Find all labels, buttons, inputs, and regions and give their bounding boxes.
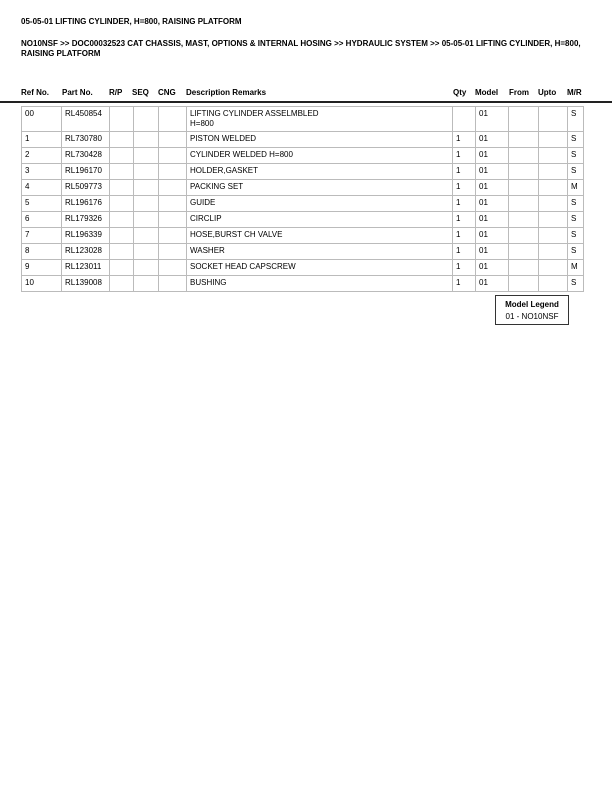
- cell-text: RL179326: [65, 214, 102, 223]
- cell-qty: [453, 228, 476, 244]
- table-row: [22, 164, 584, 180]
- cell-qty: [453, 107, 476, 132]
- cell-model: [476, 148, 509, 164]
- cell-cng: [159, 164, 187, 180]
- cell-part-no: [62, 164, 110, 180]
- cell-rp: [110, 212, 134, 228]
- cell-upto: [539, 180, 568, 196]
- cell-from: [509, 132, 539, 148]
- cell-model: [476, 228, 509, 244]
- cell-from: [509, 196, 539, 212]
- cell-mr: [568, 228, 584, 244]
- breadcrumb: NO10NSF >> DOC00032523 CAT CHASSIS, MAST, OPTIONS & INTERNAL HOSING >> HYDRAULIC SYSTEM >> 05-05-01 LIFTING CYLINDER, H=800, RAISING PLATFORM: [21, 39, 581, 58]
- cell-mr: [568, 180, 584, 196]
- cell-seq: [134, 132, 159, 148]
- cell-text: S: [571, 150, 577, 159]
- model-legend-title: Model Legend: [505, 300, 559, 309]
- cell-text: 3: [25, 166, 30, 175]
- cell-part-no: [62, 180, 110, 196]
- table-row: [22, 276, 584, 292]
- cell-text: 1: [456, 182, 461, 191]
- column-header-from: From: [509, 88, 529, 97]
- cell-text: M: [571, 182, 578, 191]
- column-header-description: Description Remarks: [186, 88, 267, 97]
- cell-qty: [453, 148, 476, 164]
- cell-text: 1: [456, 230, 461, 239]
- cell-ref-no: [22, 180, 62, 196]
- cell-text: 1: [456, 198, 461, 207]
- cell-text: GUIDE: [190, 198, 216, 207]
- cell-text-line2: H=800: [190, 119, 214, 128]
- cell-text: RL123028: [65, 246, 102, 255]
- cell-text: 01: [479, 150, 488, 159]
- cell-ref-no: [22, 132, 62, 148]
- cell-text: S: [571, 166, 577, 175]
- cell-text: 8: [25, 246, 30, 255]
- cell-text: S: [571, 109, 577, 118]
- cell-qty: [453, 180, 476, 196]
- cell-text: RL123011: [65, 262, 102, 271]
- cell-seq: [134, 180, 159, 196]
- cell-text: 01: [479, 246, 488, 255]
- cell-ref-no: [22, 212, 62, 228]
- cell-description: [187, 276, 453, 292]
- cell-model: [476, 180, 509, 196]
- cell-text: 01: [479, 198, 488, 207]
- cell-description: [187, 132, 453, 148]
- cell-description: [187, 196, 453, 212]
- cell-upto: [539, 276, 568, 292]
- cell-description: [187, 148, 453, 164]
- cell-part-no: [62, 212, 110, 228]
- cell-text: RL196170: [65, 166, 102, 175]
- column-header-seq: SEQ: [132, 88, 149, 97]
- table-row: [22, 228, 584, 244]
- cell-part-no: [62, 260, 110, 276]
- cell-qty: [453, 132, 476, 148]
- cell-rp: [110, 132, 134, 148]
- cell-text: S: [571, 214, 577, 223]
- cell-seq: [134, 148, 159, 164]
- cell-from: [509, 212, 539, 228]
- cell-from: [509, 148, 539, 164]
- cell-text: CIRCLIP: [190, 214, 222, 223]
- table-row: [22, 196, 584, 212]
- cell-ref-no: [22, 196, 62, 212]
- cell-text: S: [571, 230, 577, 239]
- cell-seq: [134, 228, 159, 244]
- cell-qty: [453, 212, 476, 228]
- table-row: [22, 180, 584, 196]
- cell-text: 01: [479, 166, 488, 175]
- column-header-cng: CNG: [158, 88, 176, 97]
- cell-seq: [134, 164, 159, 180]
- cell-text: 4: [25, 182, 30, 191]
- cell-text: 01: [479, 278, 488, 287]
- cell-description: [187, 260, 453, 276]
- cell-cng: [159, 107, 187, 132]
- column-header-mr: M/R: [567, 88, 582, 97]
- column-header-part-no: Part No.: [62, 88, 93, 97]
- cell-cng: [159, 260, 187, 276]
- cell-ref-no: [22, 244, 62, 260]
- column-header-ref-no: Ref No.: [21, 88, 49, 97]
- cell-upto: [539, 260, 568, 276]
- cell-qty: [453, 276, 476, 292]
- cell-text: PISTON WELDED: [190, 134, 257, 143]
- cell-text: 7: [25, 230, 30, 239]
- table-row: [22, 260, 584, 276]
- cell-text: 1: [456, 166, 461, 175]
- cell-upto: [539, 244, 568, 260]
- cell-text: RL730428: [65, 150, 102, 159]
- cell-text: LIFTING CYLINDER ASSELMBLED: [190, 109, 319, 118]
- cell-text: 01: [479, 109, 488, 118]
- cell-cng: [159, 212, 187, 228]
- model-legend: [495, 295, 569, 325]
- cell-qty: [453, 244, 476, 260]
- cell-cng: [159, 132, 187, 148]
- cell-text: 1: [456, 246, 461, 255]
- cell-ref-no: [22, 164, 62, 180]
- cell-seq: [134, 212, 159, 228]
- cell-text: 1: [456, 150, 461, 159]
- cell-mr: [568, 132, 584, 148]
- cell-upto: [539, 164, 568, 180]
- cell-text: 01: [479, 134, 488, 143]
- cell-from: [509, 164, 539, 180]
- cell-text: 01: [479, 214, 488, 223]
- cell-part-no: [62, 196, 110, 212]
- cell-text: 5: [25, 198, 30, 207]
- cell-mr: [568, 107, 584, 132]
- column-header-upto: Upto: [538, 88, 557, 97]
- cell-description: [187, 180, 453, 196]
- cell-part-no: [62, 228, 110, 244]
- cell-rp: [110, 107, 134, 132]
- cell-text: 00: [25, 109, 34, 118]
- cell-text: RL196339: [65, 230, 102, 239]
- cell-mr: [568, 212, 584, 228]
- header-divider: [0, 101, 612, 103]
- cell-model: [476, 164, 509, 180]
- cell-from: [509, 180, 539, 196]
- cell-qty: [453, 260, 476, 276]
- cell-rp: [110, 244, 134, 260]
- cell-text: HOLDER,GASKET: [190, 166, 259, 175]
- cell-ref-no: [22, 107, 62, 132]
- cell-from: [509, 228, 539, 244]
- cell-seq: [134, 107, 159, 132]
- cell-mr: [568, 196, 584, 212]
- cell-text: WASHER: [190, 246, 225, 255]
- cell-text: 1: [456, 214, 461, 223]
- model-legend-entry: 01 - NO10NSF: [505, 312, 559, 321]
- cell-model: [476, 107, 509, 132]
- cell-text: 1: [25, 134, 30, 143]
- cell-model: [476, 276, 509, 292]
- cell-text: 6: [25, 214, 30, 223]
- cell-model: [476, 132, 509, 148]
- column-header-rp: R/P: [109, 88, 123, 97]
- cell-description: [187, 228, 453, 244]
- table-row: [22, 132, 584, 148]
- cell-description: [187, 107, 453, 132]
- cell-text: 01: [479, 182, 488, 191]
- cell-mr: [568, 276, 584, 292]
- cell-cng: [159, 180, 187, 196]
- cell-model: [476, 244, 509, 260]
- cell-upto: [539, 212, 568, 228]
- cell-text: S: [571, 198, 577, 207]
- cell-mr: [568, 164, 584, 180]
- cell-upto: [539, 196, 568, 212]
- cell-ref-no: [22, 260, 62, 276]
- cell-text: 01: [479, 262, 488, 271]
- cell-text: S: [571, 246, 577, 255]
- cell-mr: [568, 260, 584, 276]
- cell-from: [509, 276, 539, 292]
- cell-text: RL139008: [65, 278, 102, 287]
- cell-text: CYLINDER WELDED H=800: [190, 150, 293, 159]
- cell-rp: [110, 196, 134, 212]
- cell-qty: [453, 196, 476, 212]
- cell-from: [509, 107, 539, 132]
- cell-text: S: [571, 278, 577, 287]
- cell-part-no: [62, 276, 110, 292]
- cell-ref-no: [22, 276, 62, 292]
- cell-text: 1: [456, 134, 461, 143]
- table-row: [22, 148, 584, 164]
- column-header-qty: Qty: [453, 88, 467, 97]
- cell-text: M: [571, 262, 578, 271]
- cell-description: [187, 212, 453, 228]
- table-row: [22, 212, 584, 228]
- cell-mr: [568, 244, 584, 260]
- cell-part-no: [62, 132, 110, 148]
- cell-text: RL730780: [65, 134, 102, 143]
- cell-rp: [110, 180, 134, 196]
- cell-text: BUSHING: [190, 278, 227, 287]
- cell-upto: [539, 132, 568, 148]
- page-title: 05-05-01 LIFTING CYLINDER, H=800, RAISING PLATFORM: [21, 17, 242, 26]
- cell-rp: [110, 148, 134, 164]
- cell-qty: [453, 164, 476, 180]
- cell-part-no: [62, 148, 110, 164]
- cell-part-no: [62, 244, 110, 260]
- cell-text: HOSE,BURST CH VALVE: [190, 230, 283, 239]
- cell-cng: [159, 276, 187, 292]
- cell-rp: [110, 164, 134, 180]
- cell-rp: [110, 276, 134, 292]
- cell-text: RL450854: [65, 109, 102, 118]
- cell-text: RL509773: [65, 182, 102, 191]
- cell-text: 1: [456, 262, 461, 271]
- column-header-model: Model: [475, 88, 499, 97]
- cell-mr: [568, 148, 584, 164]
- cell-rp: [110, 260, 134, 276]
- cell-from: [509, 244, 539, 260]
- cell-seq: [134, 276, 159, 292]
- cell-model: [476, 212, 509, 228]
- cell-text: RL196176: [65, 198, 102, 207]
- cell-model: [476, 260, 509, 276]
- cell-upto: [539, 148, 568, 164]
- cell-ref-no: [22, 228, 62, 244]
- cell-from: [509, 260, 539, 276]
- cell-model: [476, 196, 509, 212]
- cell-upto: [539, 107, 568, 132]
- cell-text: S: [571, 134, 577, 143]
- cell-cng: [159, 196, 187, 212]
- cell-rp: [110, 228, 134, 244]
- cell-cng: [159, 244, 187, 260]
- cell-cng: [159, 148, 187, 164]
- cell-description: [187, 164, 453, 180]
- cell-cng: [159, 228, 187, 244]
- cell-seq: [134, 196, 159, 212]
- cell-seq: [134, 260, 159, 276]
- cell-text: PACKING SET: [190, 182, 244, 191]
- cell-text: 01: [479, 230, 488, 239]
- cell-text: SOCKET HEAD CAPSCREW: [190, 262, 296, 271]
- cell-text: 1: [456, 278, 461, 287]
- cell-text: 9: [25, 262, 30, 271]
- cell-text: 10: [25, 278, 34, 287]
- cell-upto: [539, 228, 568, 244]
- cell-part-no: [62, 107, 110, 132]
- cell-description: [187, 244, 453, 260]
- cell-text: 2: [25, 150, 30, 159]
- table-row: [22, 244, 584, 260]
- table-row: [22, 107, 584, 132]
- parts-table: [21, 106, 584, 292]
- cell-ref-no: [22, 148, 62, 164]
- cell-seq: [134, 244, 159, 260]
